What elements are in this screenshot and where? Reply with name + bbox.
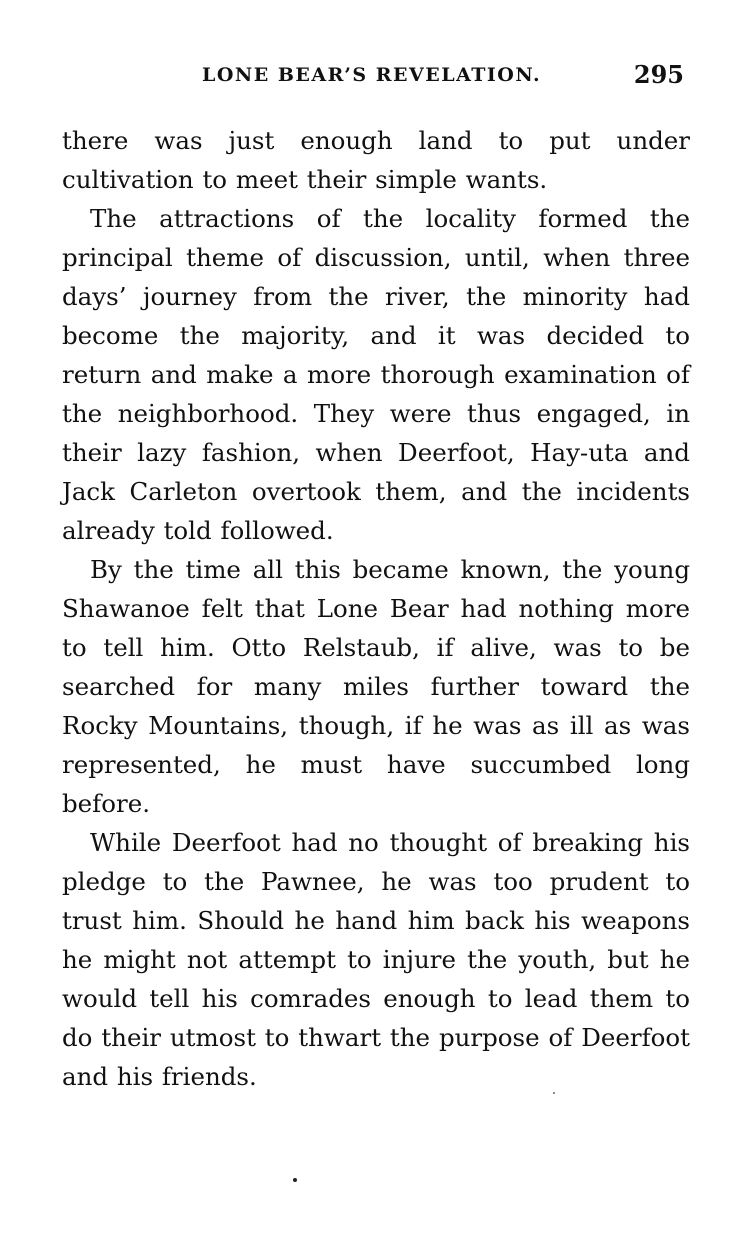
running-title: LONE BEAR’S REVELATION.	[202, 64, 542, 86]
page-number: 295	[633, 60, 684, 89]
paragraph-continued: there was just enough land to put under cultivation to meet their simple wants.	[62, 126, 690, 194]
paragraph-while-deerfoot: While Deerfoot had no thought of breaking his pledge to the Pawnee, he was too prudent to trust him. Should he hand him back his weapons he might not attempt to injure the youth, but he would tell his comrades enough to lead them to do their utmost to thwart the purpose of Deerfoot and his friends.	[62, 828, 690, 1091]
print-speck	[293, 1178, 297, 1182]
paragraph-attractions: The attractions of the locality formed the principal theme of discussion, until, when three days’ journey from the river, the minority had become the majority, and it was decided to return and make a more thorough examination of the neighborhood. They were thus engaged, in their lazy fashion, when Deerfoot, Hay-uta and Jack Carleton overtook them, and the incidents already told followed.	[62, 204, 690, 545]
print-speck	[553, 1092, 555, 1094]
paragraph-by-the-time: By the time all this became known, the young Shawanoe felt that Lone Bear had nothing more to tell him. Otto Relstaub, if alive, was to be searched for many miles further toward the Rocky Mountains, though, if he was as ill as was represented, he must have succumbed long before.	[62, 555, 690, 818]
body-text	[62, 121, 690, 1096]
running-head	[62, 60, 688, 92]
